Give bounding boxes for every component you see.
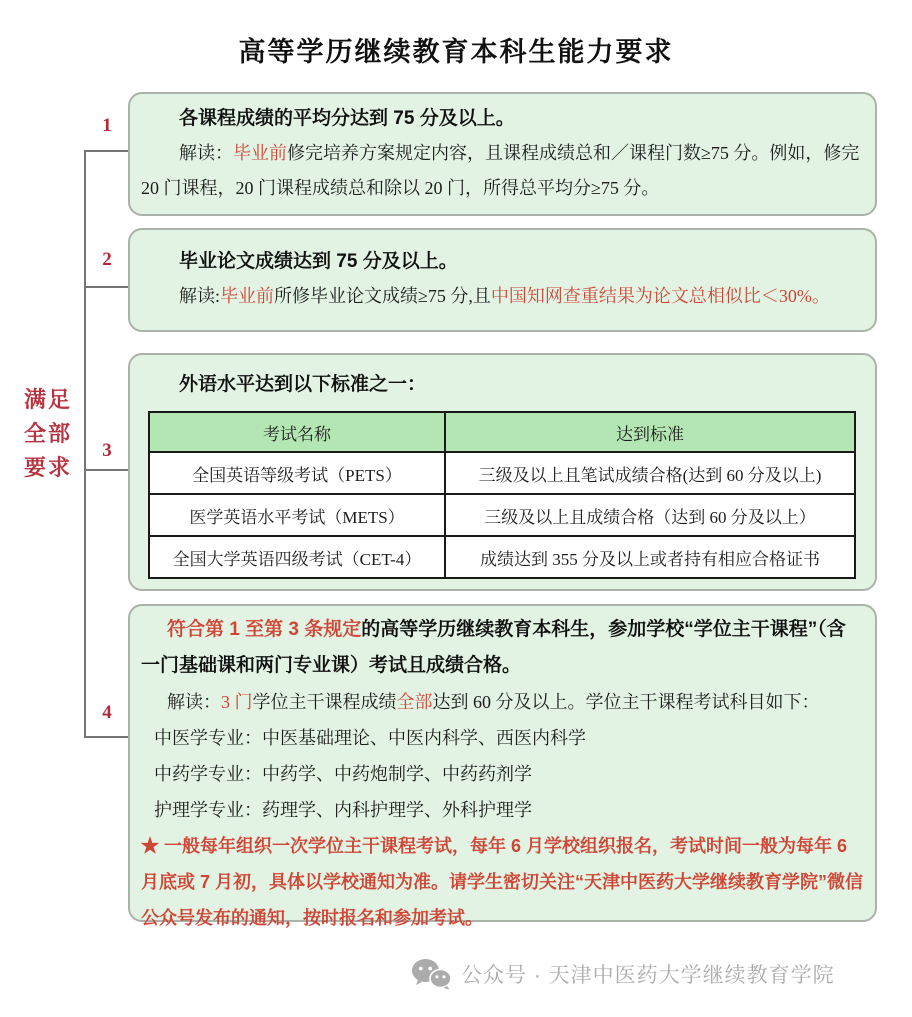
requirement-box-4 xyxy=(128,604,877,928)
box2-red-text: 毕业前 xyxy=(220,286,275,306)
table-cell-standard: 三级及以上且笔试成绩合格(达到 60 分及以上) xyxy=(445,452,855,494)
rail-label-line: 要求 xyxy=(23,455,72,480)
watermark-text: 公众号 · 天津中医药大学继续教育学院 xyxy=(461,964,835,987)
box4-red-count: 3 门 xyxy=(221,692,253,712)
box4-exam-schedule-note: ★ 一般每年组织一次学位主干课程考试，每年 6 月学校组织报名，考试时间一般为每年 6 月底或 7 月初，具体以学校通知为准。请学生密切关注“天津中医药大学继续教育学院”微信公众号发布的通知，按时报名和参加考试。 xyxy=(141,836,864,928)
box2-heading-text: 毕业论文成绩达到 75 分及以上。 xyxy=(179,251,458,272)
wechat-icon xyxy=(410,958,452,990)
step-number-4: 4 xyxy=(102,702,112,723)
page-title: 高等学历继续教育本科生能力要求 xyxy=(238,37,674,67)
language-standards-table xyxy=(148,411,856,579)
box1-jiedu-label: 解读： xyxy=(179,143,233,163)
major-line-pharmacy: 中药学专业：中药学、中药炮制学、中药药剂学 xyxy=(154,764,532,784)
major-line-tcm: 中医学专业：中医基础理论、中医内科学、西医内科学 xyxy=(154,728,586,748)
bracket-branch-4 xyxy=(84,736,129,738)
step-number-2: 2 xyxy=(102,249,112,270)
box2-heading xyxy=(141,245,864,279)
major-line-nursing: 护理学专业：药理学、内科护理学、外科护理学 xyxy=(154,800,532,820)
table-header-standard: 达到标准 xyxy=(445,412,855,452)
box2-jiedu-label: 解读: xyxy=(179,286,221,306)
table-cell-exam: 医学英语水平考试（METS） xyxy=(149,494,445,536)
bracket-branch-3 xyxy=(84,469,129,471)
step-number-1: 1 xyxy=(102,115,112,136)
requirement-box-2 xyxy=(128,228,877,332)
bracket-vertical-line xyxy=(84,150,86,738)
requirement-box-3 xyxy=(128,353,877,591)
requirement-box-1 xyxy=(128,92,877,216)
table-header-row xyxy=(149,412,855,452)
bracket-branch-1 xyxy=(84,150,129,152)
requirement-rail-label xyxy=(22,383,74,485)
watermark-footer xyxy=(410,958,835,990)
box3-heading-text: 外语水平达到以下标准之一： xyxy=(179,374,427,395)
box4-mid-text-2: 达到 60 分及以上。学位主干课程考试科目如下： xyxy=(432,692,820,712)
table-row xyxy=(149,536,855,578)
box4-heading xyxy=(141,612,864,684)
table-header-exam-name: 考试名称 xyxy=(149,412,445,452)
box1-interpretation xyxy=(141,136,864,206)
bracket-branch-2 xyxy=(84,286,129,288)
box4-interpretation xyxy=(141,684,864,720)
box3-heading xyxy=(141,368,864,402)
box4-heading-black: 的高等学历继续教育本科生，参加学校“学位主干课程”（含一门基础课和两门专业课）考试且成绩合格。 xyxy=(141,619,846,676)
table-cell-standard: 成绩达到 355 分及以上或者持有相应合格证书 xyxy=(445,536,855,578)
table-row xyxy=(149,494,855,536)
rail-label-line: 满足 xyxy=(23,387,72,412)
box4-jiedu-label: 解读： xyxy=(167,692,221,712)
table-row xyxy=(149,452,855,494)
box2-mid-text: 所修毕业论文成绩≥75 分,且 xyxy=(274,286,491,306)
table-cell-exam: 全国大学英语四级考试（CET-4） xyxy=(149,536,445,578)
box4-mid-text-1: 学位主干课程成绩 xyxy=(252,692,397,712)
box1-red-text: 毕业前 xyxy=(233,143,287,163)
table-cell-standard: 三级及以上且成绩合格（达到 60 分及以上） xyxy=(445,494,855,536)
box1-body-text: 修完培养方案规定内容，且课程成绩总和／课程门数≥75 分。例如，修完 20 门课程，20 门课程成绩总和除以 20 门，所得总平均分≥75 分。 xyxy=(141,143,860,198)
step-number-3: 3 xyxy=(102,440,112,461)
rail-label-line: 全部 xyxy=(23,421,72,446)
box4-red-all: 全部 xyxy=(396,692,433,712)
box2-red-tail: 中国知网查重结果为论文总相似比＜30%。 xyxy=(490,286,830,306)
box1-heading-text: 各课程成绩的平均分达到 75 分及以上。 xyxy=(179,108,515,129)
box1-heading xyxy=(141,102,864,136)
box4-heading-red: 符合第 1 至第 3 条规定 xyxy=(167,619,362,640)
table-cell-exam: 全国英语等级考试（PETS） xyxy=(149,452,445,494)
box2-interpretation xyxy=(141,279,864,314)
